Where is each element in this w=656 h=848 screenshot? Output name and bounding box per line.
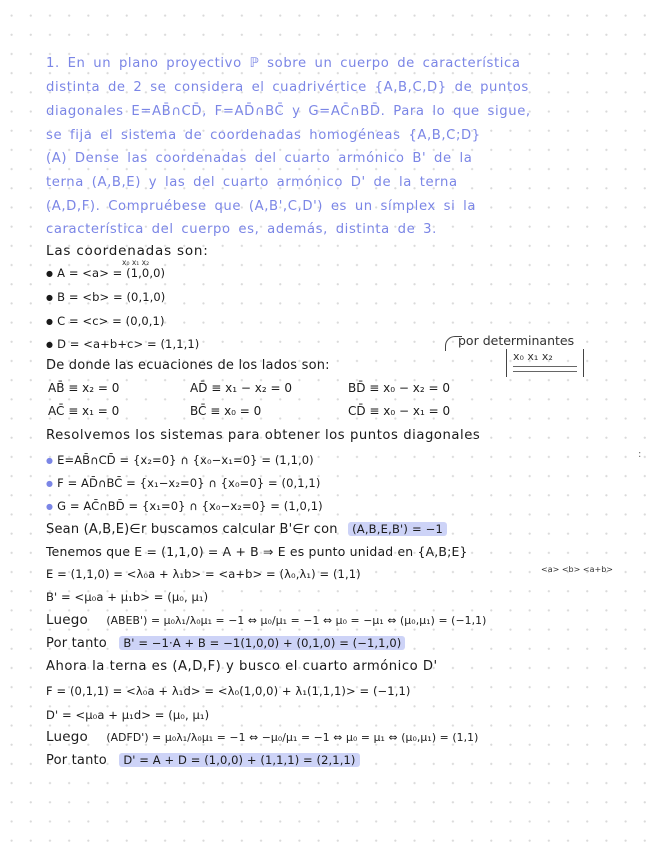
sean-text: Sean (A,B,E)∈r buscamos calcular B'∈r con bbox=[46, 522, 338, 537]
cross-ratio-equation-1: (ABEB') = μ₀λ₁/λ₀μ₁ = −1 ⇔ μ₀/μ₁ = −1 ⇔ μ₀ = −μ₁ ⇔ (μ₀,μ₁) = (−1,1) bbox=[106, 614, 487, 627]
determinant-matrix bbox=[506, 349, 584, 377]
side-cd: CD̄ ≡ x₀ − x₁ = 0 bbox=[348, 404, 451, 418]
cross-ratio-equation-2: (ADFD') = μ₀λ₁/λ₀μ₁ = −1 ⇔ −μ₀/μ₁ = −1 ⇔ μ₀ = μ₁ ⇔ (μ₀,μ₁) = (1,1) bbox=[106, 731, 479, 744]
coords-title: Las coordenadas son: bbox=[46, 243, 209, 259]
statement-line-2: distinta de 2 se considera el cuadrivértice {A,B,C,D} de puntos bbox=[46, 80, 529, 95]
e-coordinates-line: E = (1,1,0) = <λ₀a + λ₁b> = <a+b> = (λ₀,λ₁) = (1,1) bbox=[46, 567, 361, 581]
statement-line-1: 1. En un plano proyectivo ℙ sobre un cuerpo de característica bbox=[46, 56, 521, 71]
sean-line bbox=[46, 520, 447, 539]
side-ad: AD̄ ≡ x₁ − x₂ = 0 bbox=[190, 381, 292, 395]
side-ab: AB̄ ≡ x₂ = 0 bbox=[48, 381, 120, 395]
coord-d: ● D = <a+b+c> = (1,1,1) bbox=[46, 335, 199, 355]
b-prime-result: B' = −1·A + B = −1(1,0,0) + (0,1,0) = (−1,1,0) bbox=[119, 636, 405, 650]
statement-line-3: diagonales E=AB̄∩CD̄, F=AD̄∩BC̄ y G=AC̄∩BD̄. Para lo que sigue, bbox=[46, 104, 531, 119]
diagonal-g: ● G = AC̄∩BD̄ = {x₁=0} ∩ {x₀−x₂=0} = (1,0,1) bbox=[46, 497, 323, 517]
luego-label-1: Luego bbox=[46, 612, 88, 628]
matrix-row-line bbox=[513, 366, 577, 367]
portanto-label-2: Por tanto bbox=[46, 753, 107, 768]
luego-label-2: Luego bbox=[46, 729, 88, 745]
portanto-line-2 bbox=[46, 751, 360, 770]
portanto-line-1 bbox=[46, 634, 405, 653]
side-bc: BC̄ ≡ x₀ = 0 bbox=[190, 404, 262, 418]
portanto-label-1: Por tanto bbox=[46, 636, 107, 651]
margin-mark: : bbox=[638, 449, 642, 460]
coord-b: ● B = <b> = (0,1,0) bbox=[46, 288, 165, 308]
sides-title: De donde las ecuaciones de los lados son: bbox=[46, 358, 330, 373]
diagonal-e: ● E=AB̄∩CD̄ = {x₂=0} ∩ {x₀−x₁=0} = (1,1,0) bbox=[46, 451, 314, 471]
statement-line-8: característica del cuerpo es, además, distinta de 3. bbox=[46, 222, 437, 237]
coord-a: ● A = <a> = (1,0,0) bbox=[46, 264, 165, 284]
d-prime-definition: D' = <μ₀a + μ₁d> = (μ₀, μ₁) bbox=[46, 708, 210, 722]
d-prime-result: D' = A + D = (1,0,0) + (1,1,1) = (2,1,1) bbox=[119, 753, 359, 767]
statement-line-4: se fija el sistema de coordenadas homogéneas {A,B,C;D} bbox=[46, 128, 481, 143]
luego-line-2 bbox=[46, 728, 478, 747]
tenemos-line: Tenemos que E = (1,1,0) = A + B ⇒ E es punto unidad en {A,B;E} bbox=[46, 544, 468, 559]
coords-subscript-labels: x₀ x₁ x₂ bbox=[122, 258, 150, 267]
side-bd: BD̄ ≡ x₀ − x₂ = 0 bbox=[348, 381, 450, 395]
coord-c: ● C = <c> = (0,0,1) bbox=[46, 312, 165, 332]
tenemos-sublabels: <a> <b> <a+b> bbox=[541, 565, 613, 574]
luego-line-1 bbox=[46, 611, 486, 630]
b-prime-definition: B' = <μ₀a + μ₁b> = (μ₀, μ₁) bbox=[46, 590, 209, 604]
f-coordinates-line: F = (0,1,1) = <λ₀a + λ₁d> = <λ₀(1,0,0) + λ₁(1,1,1)> = (−1,1) bbox=[46, 684, 411, 698]
cross-ratio-highlight: (A,B,E,B') = −1 bbox=[348, 522, 447, 536]
ahora-line: Ahora la terna es (A,D,F) y busco el cuarto armónico D' bbox=[46, 659, 438, 674]
note-label: por determinantes bbox=[458, 333, 575, 348]
diagonals-title: Resolvemos los sistemas para obtener los puntos diagonales bbox=[46, 428, 481, 443]
statement-line-7: (A,D,F). Compruébese que (A,B',C,D') es un símplex si la bbox=[46, 199, 477, 214]
statement-line-5: (A) Dense las coordenadas del cuarto armónico B' de la bbox=[46, 151, 473, 166]
matrix-header: x₀ x₁ x₂ bbox=[513, 350, 553, 363]
statement-line-6: terna (A,B,E) y las del cuarto armónico D' de la terna bbox=[46, 175, 458, 190]
matrix-row-line bbox=[513, 371, 577, 372]
diagonal-f: ● F = AD̄∩BC̄ = {x₁−x₂=0} ∩ {x₀=0} = (0,1,1) bbox=[46, 474, 320, 494]
side-ac: AC̄ ≡ x₁ = 0 bbox=[48, 404, 120, 418]
